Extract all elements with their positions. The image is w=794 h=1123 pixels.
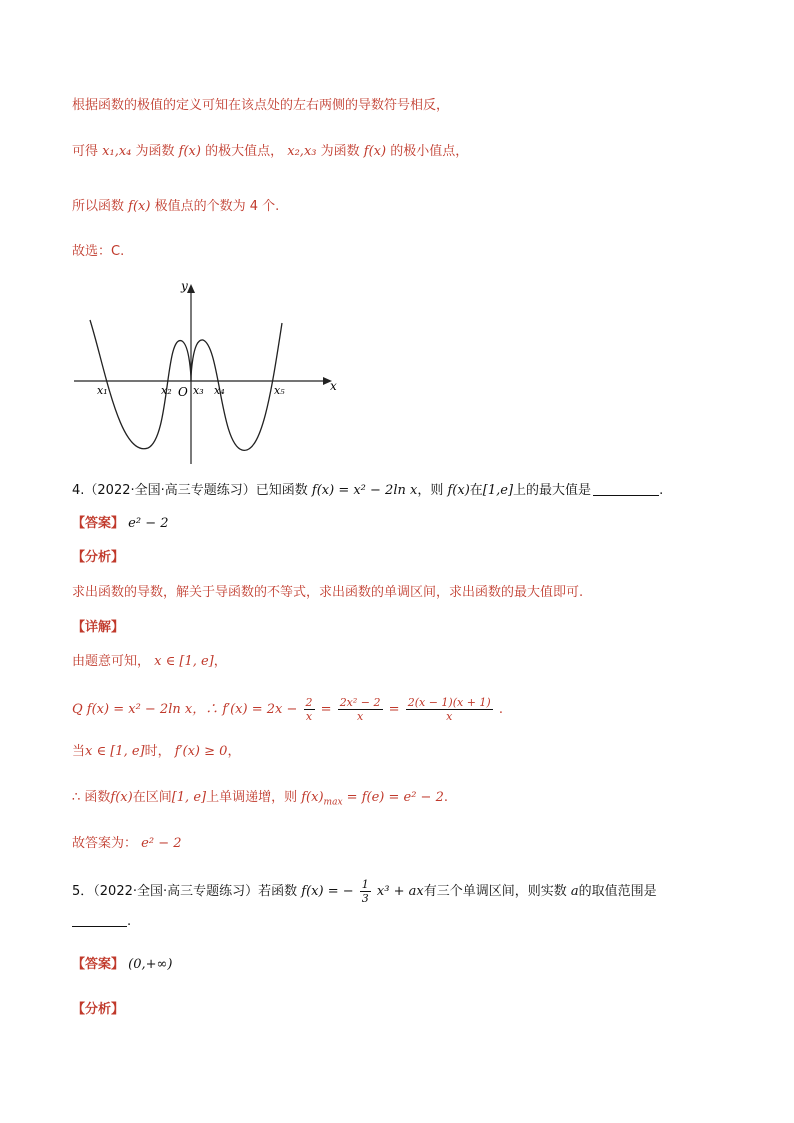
analysis-tag: 【分析】	[72, 550, 125, 565]
text: 为函数	[135, 144, 175, 159]
paragraph-extreme-definition: 根据函数的极值的定义可知在该点处的左右两侧的导数符号相反，	[72, 98, 450, 113]
text: 有三个单调区间，则实数	[423, 884, 567, 899]
text: 极值点的个数为 4 个.	[154, 199, 280, 214]
answer-tag: 【答案】	[72, 957, 125, 972]
numerator: 1	[361, 878, 369, 891]
fraction-2	[338, 696, 383, 723]
paragraph-count	[72, 197, 279, 217]
math-fx: f(x)	[128, 199, 151, 214]
origin-label: O	[178, 385, 188, 399]
math-fx-max	[301, 790, 343, 808]
text: .	[498, 702, 503, 717]
question-number: 5．	[72, 884, 94, 899]
text: ∴ 函数	[72, 790, 111, 805]
x-axis-label: x	[330, 379, 337, 393]
detail-line-5	[72, 834, 182, 854]
paragraph-extreme-points	[72, 142, 468, 162]
math-domain: x ∈ [1, e]	[85, 744, 145, 759]
text: 的极小值点，	[390, 144, 469, 159]
analysis-tag: 【分析】	[72, 1002, 125, 1017]
numerator: 2	[305, 696, 313, 709]
text: 由题意可知，	[72, 654, 151, 669]
math-max-value: = f(e) = e² − 2	[346, 790, 444, 805]
x4-label: x₄	[214, 384, 225, 397]
fraction-one-third	[360, 878, 371, 905]
math-interval: [1,e]	[482, 483, 514, 498]
function-graph	[70, 278, 350, 468]
answer-value: (0,+∞)	[128, 957, 173, 972]
analysis-4-tag	[72, 548, 124, 568]
math-fx: f(x)	[178, 144, 201, 159]
math-interval: [1, e]	[171, 790, 207, 805]
analysis-5-tag	[72, 1000, 124, 1020]
paragraph-choice: 故选：C.	[72, 244, 125, 259]
math-var-a: a	[570, 884, 579, 899]
math-fx: f(x)	[110, 790, 133, 805]
math-given: Q f(x) = x² − 2ln x	[72, 702, 193, 717]
x3-label: x₃	[193, 384, 204, 397]
denominator: x	[446, 710, 453, 723]
x2-label: x₂	[161, 384, 172, 397]
fx: f(x)	[301, 790, 324, 805]
math-function-a: f(x) = −	[301, 884, 354, 899]
fraction-1	[304, 696, 315, 723]
denominator: x	[356, 710, 364, 723]
analysis-4-text: 求出函数的导数，解关于导函数的不等式，求出函数的单调区间，求出函数的最大值即可.	[72, 585, 584, 600]
text: 当	[72, 744, 86, 759]
detail-line-4	[72, 788, 448, 813]
math-fx: f(x)	[447, 483, 470, 498]
math-vars-max: x₁,x₄	[102, 144, 132, 159]
question-5-blank-line	[72, 912, 131, 932]
detail-line-1	[72, 652, 227, 672]
detail-4-tag	[72, 618, 124, 638]
detail-tag: 【详解】	[72, 620, 125, 635]
text: .	[659, 483, 664, 498]
text: 的取值范围是	[578, 884, 657, 899]
question-source: （2022·全国·高三专题练习）已知函数	[84, 483, 308, 498]
numerator: 2x² − 2	[339, 696, 381, 709]
math-derivative-sign: f′(x) ≥ 0	[174, 744, 228, 759]
text: ，则	[417, 483, 444, 498]
max-subscript: max	[323, 797, 343, 808]
answer-5	[72, 955, 172, 975]
detail-line-2	[72, 696, 503, 723]
math-domain: x ∈ [1, e]	[154, 654, 214, 669]
y-axis-label: y	[181, 279, 188, 293]
numerator: 2(x − 1)(x + 1)	[407, 696, 491, 709]
math-function: f(x) = x² − 2ln x	[311, 483, 418, 498]
text: ，	[213, 654, 227, 669]
math-fx: f(x)	[363, 144, 387, 159]
math-answer: e² − 2	[141, 836, 182, 851]
equals: =	[320, 702, 332, 717]
text: 可得	[72, 144, 99, 159]
text: 上的最大值是	[513, 483, 592, 498]
text: 时，	[144, 744, 171, 759]
question-number: 4.	[72, 483, 85, 498]
math-function-b: x³ + ax	[376, 884, 424, 899]
answer-blank	[72, 912, 127, 927]
text: 在	[469, 483, 483, 498]
math-derivative: ，∴ f′(x) = 2x −	[192, 702, 298, 717]
denominator: 3	[361, 892, 369, 905]
text: 为函数	[320, 144, 360, 159]
text: 上单调递增，则	[206, 790, 298, 805]
x1-label: x₁	[97, 384, 108, 397]
detail-line-3	[72, 742, 240, 762]
equals: =	[388, 702, 400, 717]
text: ，	[227, 744, 241, 759]
y-axis-arrow	[187, 284, 195, 293]
text: 在区间	[132, 790, 172, 805]
text: .	[443, 790, 448, 805]
fraction-3	[406, 696, 493, 723]
question-5	[72, 878, 657, 905]
answer-blank	[593, 481, 659, 496]
text: 所以函数	[72, 199, 125, 214]
answer-tag: 【答案】	[72, 516, 125, 531]
text: 的极大值点，	[205, 144, 284, 159]
question-4	[72, 481, 663, 501]
answer-4	[72, 514, 169, 534]
text: 故答案为：	[72, 836, 138, 851]
math-vars-min: x₂,x₃	[287, 144, 317, 159]
text: .	[127, 914, 132, 929]
x5-label: x₅	[274, 384, 285, 397]
question-source: （2022·全国·高三专题练习）若函数	[93, 884, 298, 899]
denominator: x	[305, 710, 313, 723]
answer-value: e² − 2	[128, 516, 169, 531]
